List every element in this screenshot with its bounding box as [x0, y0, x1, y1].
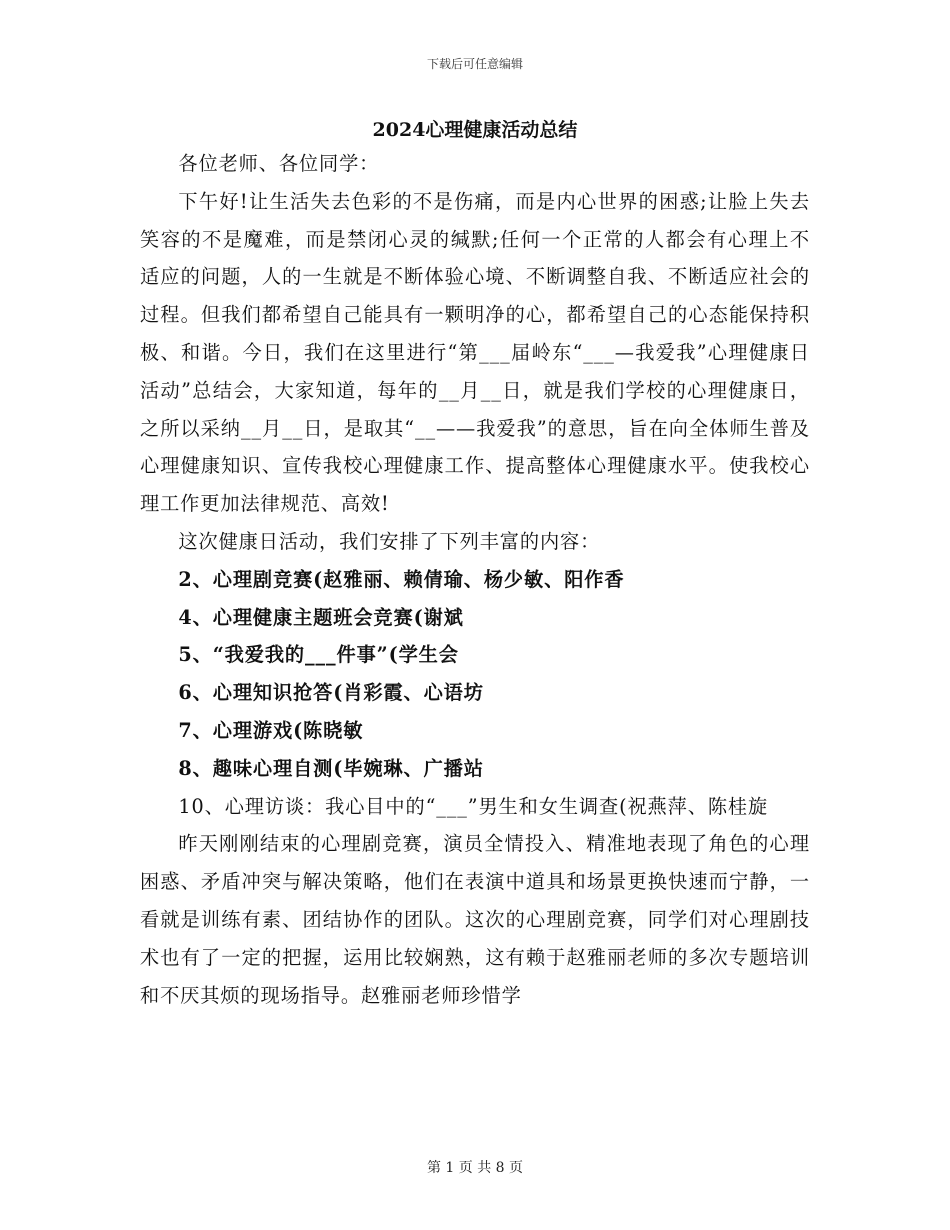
list-item: 4、心理健康主题班会竞赛(谢斌 — [178, 605, 464, 629]
page-header: 下载后可任意编辑 — [426, 57, 523, 71]
list-item: 8、趣味心理自测(毕婉琳、广播站 — [178, 756, 484, 780]
list-item: 2、心理剧竞赛(赵雅丽、赖倩瑜、杨少敏、阳作香 — [178, 567, 625, 591]
paragraph-intro: 下午好!让生活失去色彩的不是伤痛，而是内心世界的困惑;让脸上失去笑容的不是魔难，而是禁闭心灵的缄默;任何一个正常的人都会有心理上不适应的问题，人的一生就是不断体验心境、不断调整自我、不断适应社会的过程。但我们都希望自己能具有一颗明净的心，都希望自己的心态能保持积极、和谐。今日，我们在这里进行“第___届岭东“___—我爱我”心理健康日活动”总结会，大家知道，每年的__月__日，就是我们学校的心理健康日，之所以采纳__月__日，是取其“__——我爱我”的意思，旨在向全体师生普及心理健康知识、宣传我校心理健康工作、提高整体心理健康水平。使我校心理工作更加法律规范、高效! — [140, 189, 810, 516]
paragraph-activities: 这次健康日活动，我们安排了下列丰富的内容： — [178, 529, 601, 553]
page-number: 第 1 页 共 8 页 — [426, 1160, 524, 1176]
list-item: 7、心理游戏(陈晓敏 — [178, 718, 364, 742]
document-title: 2024心理健康活动总结 — [372, 119, 578, 141]
list-item: 6、心理知识抢答(肖彩霞、心语坊 — [178, 681, 484, 705]
list-item-10: 10、心理访谈：我心目中的“___”男生和女生调查(祝燕萍、陈桂旋 — [178, 794, 769, 818]
greeting: 各位老师、各位同学： — [178, 152, 380, 175]
list-item: 5、“我爱我的___件事”(学生会 — [178, 643, 459, 667]
document-body — [140, 145, 810, 1014]
paragraph-drama: 昨天刚刚结束的心理剧竞赛，演员全情投入、精准地表现了角色的心理困惑、矛盾冲突与解决策略，他们在表演中道具和场景更换快速而宁静，一看就是训练有素、团结协作的团队。这次的心理剧竞赛，同学们对心理剧技术也有了一定的把握，运用比较娴熟，这有赖于赵雅丽老师的多次专题培训和不厌其烦的现场指导。赵雅丽老师珍惜学 — [140, 832, 810, 1007]
